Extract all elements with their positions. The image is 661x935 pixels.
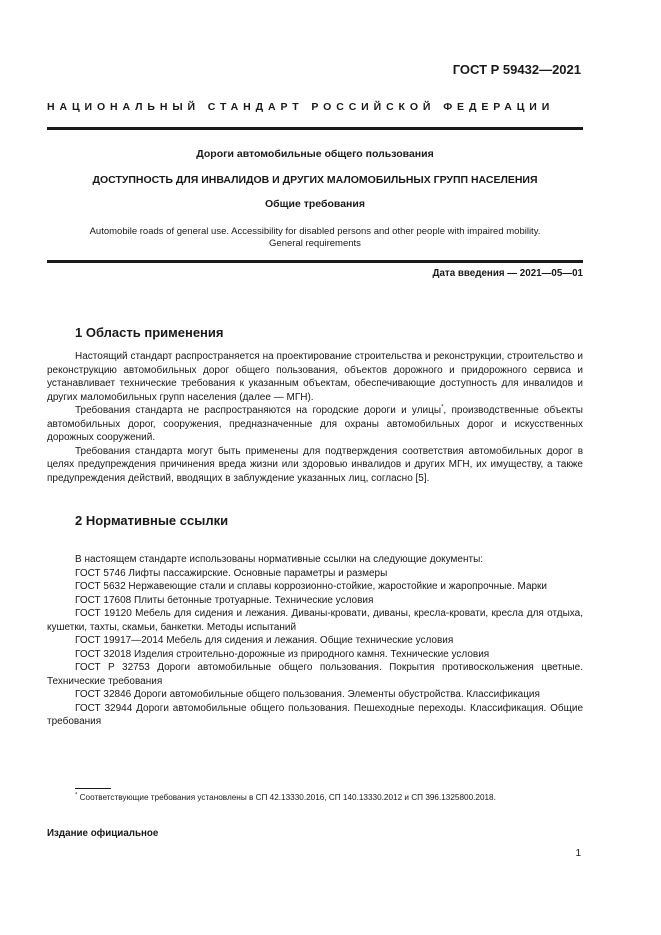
- section-2-heading: 2 Нормативные ссылки: [75, 513, 229, 528]
- section-1-body: [47, 350, 583, 485]
- title-line-1: Дороги автомобильные общего пользования: [196, 148, 434, 160]
- introduction-date: Дата введения — 2021—05—01: [432, 268, 583, 279]
- section-1-paragraph-2-text: Требования стандарта не распространяются на городские дороги и улицы: [75, 405, 442, 416]
- english-title-line-1: Automobile roads of general use. Accessibility for disabled persons and other people with impaired mobility.: [89, 226, 541, 237]
- section-1-paragraph-2-text-cont: , производственные объекты автомобильных дорог, сооружения, предназначенные для охраны автомобильных дорог и искусственных дорожных сооружений.: [47, 405, 583, 443]
- reference-item: ГОСТ 5746 Лифты пассажирские. Основные параметры и размеры: [75, 567, 388, 579]
- english-title-line-2: General requirements: [269, 238, 361, 249]
- section-1-paragraph-2: [47, 404, 583, 445]
- section-1-paragraph-1: Настоящий стандарт распространяется на проектирование строительства и реконструкции, строительство и реконструкцию автомобильных дорог общего пользования, объектов дорожного и придорожного сервиса и устанавливает технические требования к указанным объектам, обеспечивающие доступность для инвалидов и других маломобильных групп населения (далее — МГН).: [47, 351, 583, 403]
- document-number: ГОСТ Р 59432—2021: [452, 62, 581, 77]
- page-number: 1: [575, 848, 581, 859]
- reference-item: ГОСТ 32944 Дороги автомобильные общего пользования. Пешеходные переходы. Классификация. Общие требования: [47, 702, 583, 727]
- title-line-3: Общие требования: [265, 198, 365, 210]
- reference-item: ГОСТ 32018 Изделия строительно-дорожные из природного камня. Технические условия: [75, 648, 490, 660]
- english-title: [47, 226, 583, 250]
- footnote-mark: *: [75, 792, 78, 799]
- reference-item: ГОСТ 32846 Дороги автомобильные общего пользования. Элементы обустройства. Классификация: [75, 689, 540, 700]
- footnote-text: Соответствующие требования установлены в СП 42.13330.2016, СП 140.13330.2012 и СП 396.1325800.2018.: [79, 793, 496, 802]
- title-bottom-rule: [47, 260, 583, 263]
- reference-item: ГОСТ 17608 Плиты бетонные тротуарные. Технические условия: [75, 594, 374, 606]
- official-edition-label: Издание официальное: [47, 828, 159, 839]
- section-2-intro: В настоящем стандарте использованы нормативные ссылки на следующие документы:: [75, 554, 484, 565]
- reference-item: ГОСТ 19917—2014 Мебель для сидения и лежания. Общие технические условия: [75, 635, 454, 646]
- footnote-marker: *: [441, 404, 444, 411]
- footnote: [75, 793, 496, 802]
- top-rule: [47, 127, 583, 130]
- reference-item: ГОСТ 19120 Мебель для сидения и лежания. Диваны-кровати, диваны, кресла-кровати, кресла для отдыха, кушетки, тахты, скамьи, банкетки. Методы испытаний: [47, 608, 583, 633]
- section-2-body: [47, 553, 583, 729]
- section-1-paragraph-3: Требования стандарта могут быть применены для подтверждения соответствия автомобильных дорог в целях предупреждения причинения вреда жизни или здоровью инвалидов и других МГН, их имуществу, а также предупреждения действий, вводящих в заблуждение указанных лиц, согласно [5].: [47, 445, 583, 484]
- national-standard-title: НАЦИОНАЛЬНЫЙ СТАНДАРТ РОССИЙСКОЙ ФЕДЕРАЦИИ: [47, 101, 555, 113]
- reference-item: ГОСТ 5632 Нержавеющие стали и сплавы коррозионно-стойкие, жаростойкие и жаропрочные. Марки: [75, 581, 548, 592]
- reference-item: ГОСТ Р 32753 Дороги автомобильные общего пользования. Покрытия противоскольжения цветные. Технические требования: [47, 662, 583, 687]
- title-line-2: ДОСТУПНОСТЬ ДЛЯ ИНВАЛИДОВ И ДРУГИХ МАЛОМОБИЛЬНЫХ ГРУПП НАСЕЛЕНИЯ: [92, 174, 538, 186]
- section-1-heading: 1 Область применения: [75, 325, 224, 340]
- footnote-separator: [75, 788, 111, 789]
